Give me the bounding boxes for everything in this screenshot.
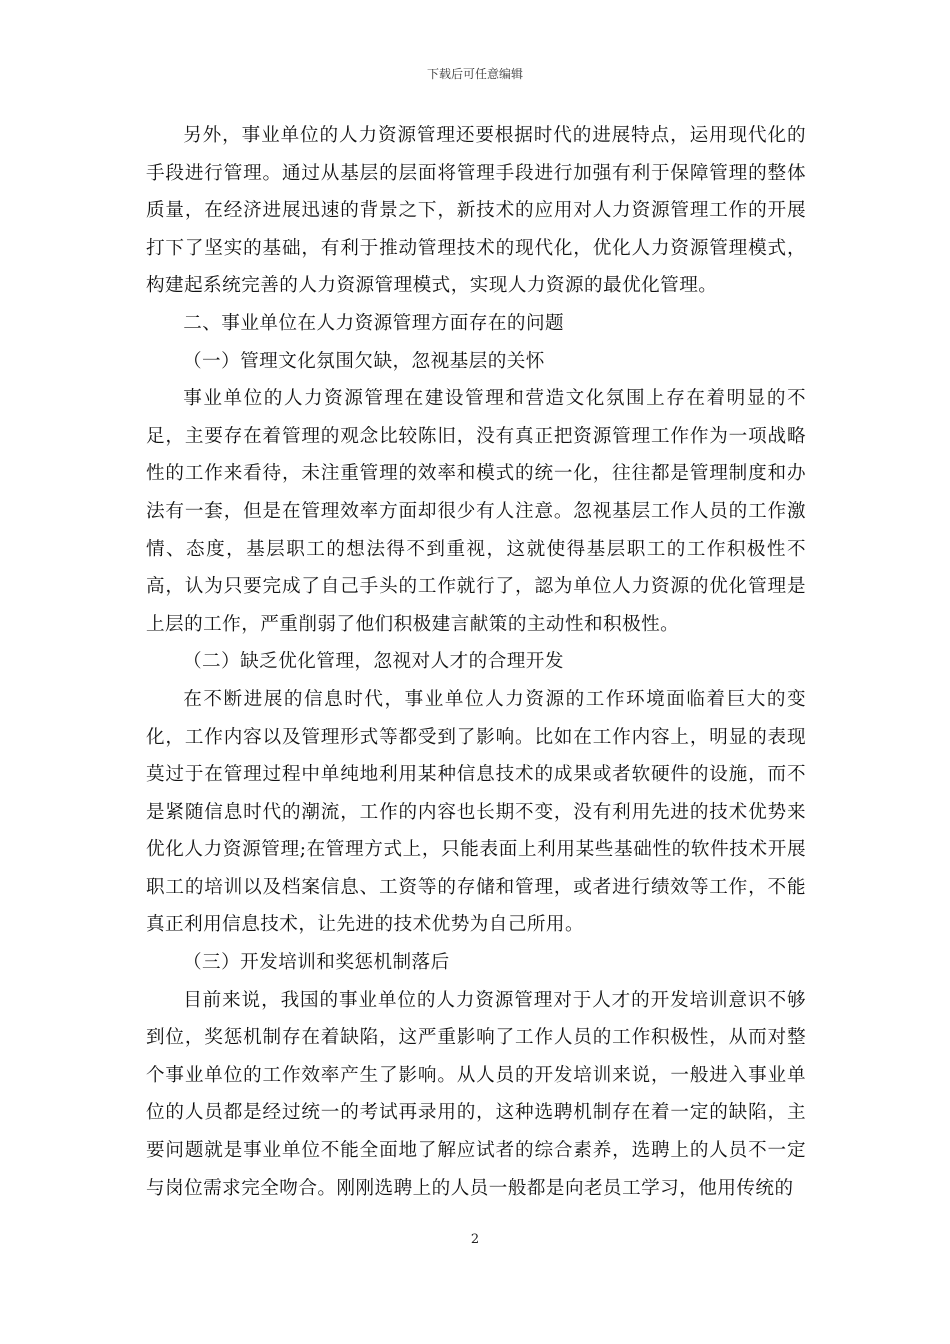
subheading-culture: （一）管理文化氛围欠缺，忽视基层的关怀 <box>183 350 545 372</box>
section-heading-problems: 二、事业单位在人力资源管理方面存在的问题 <box>183 312 565 334</box>
page-header: 下载后可任意编辑 <box>426 67 523 81</box>
document-body <box>146 117 806 1207</box>
paragraph-optimization: 在不断进展的信息时代，事业单位人力资源的工作环境面临着巨大的变化，工作内容以及管理形式等都受到了影响。比如在工作内容上，明显的表现莫过于在管理过程中单纯地利用某种信息技术的成果或者软硬件的设施，而不是紧随信息时代的潮流，工作的内容也长期不变，没有利用先进的技术优势来优化人力资源管理;在管理方式上，只能表面上利用某些基础性的软件技术开展职工的培训以及档案信息、工资等的存储和管理，或者进行绩效等工作，不能真正利用信息技术，让先进的技术优势为自己所用。 <box>146 688 806 936</box>
paragraph-training: 目前来说，我国的事业单位的人力资源管理对于人才的开发培训意识不够到位，奖惩机制存在着缺陷，这严重影响了工作人员的工作积极性，从而对整个事业单位的工作效率产生了影响。从人员的开发培训来说，一般进入事业单位的人员都是经过统一的考试再录用的，这种选聘机制存在着一定的缺陷，主要问题就是事业单位不能全面地了解应试者的综合素养，选聘上的人员不一定与岗位需求完全吻合。刚刚选聘上的人员一般都是向老员工学习，他用传统的 <box>146 989 806 1199</box>
subheading-optimization: （二）缺乏优化管理，忽视对人才的合理开发 <box>183 651 564 673</box>
subheading-training: （三）开发培训和奖惩机制落后 <box>183 952 450 974</box>
paragraph-culture: 事业单位的人力资源管理在建设管理和营造文化氛围上存在着明显的不足，主要存在着管理的观念比较陈旧，没有真正把资源管理工作作为一项战略性的工作来看待，未注重管理的效率和模式的统一化，往往都是管理制度和办法有一套，但是在管理效率方面却很少有人注意。忽视基层工作人员的工作激情、态度，基层职工的想法得不到重视，这就使得基层职工的工作积极性不高，认为只要完成了自己手头的工作就行了，認为单位人力资源的优化管理是上层的工作，严重削弱了他们积极建言献策的主动性和积极性。 <box>146 388 806 635</box>
page-number: 2 <box>470 1232 480 1247</box>
paragraph-modernization: 另外，事业单位的人力资源管理还要根据时代的进展特点，运用现代化的手段进行管理。通过从基层的层面将管理手段进行加强有利于保障管理的整体质量，在经济进展迅速的背景之下，新技术的应用对人力资源管理工作的开展打下了坚实的基础，有利于推动管理技术的现代化，优化人力资源管理模式，构建起系统完善的人力资源管理模式，实现人力资源的最优化管理。 <box>146 125 806 297</box>
